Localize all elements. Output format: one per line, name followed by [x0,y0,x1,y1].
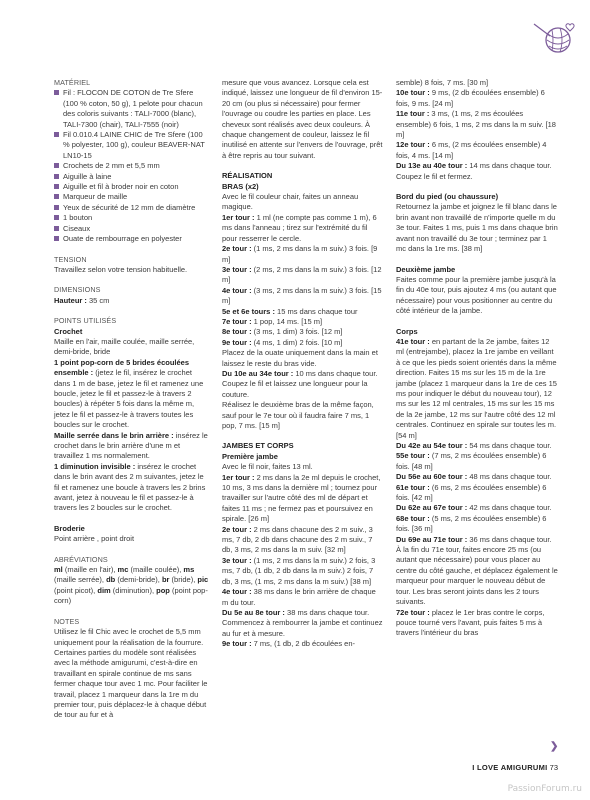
row-label: 9e tour : [222,639,252,649]
broderie-text: Point arrière , point droit [54,534,135,544]
pattern-row [222,213,384,244]
points-label: POINTS UTILISÉS [54,316,117,326]
row-instruction: (2 ms, 2 ms dans la m suiv.) 3 fois. [12 m] [222,264,382,285]
pattern-row [396,545,558,607]
row-label: Du 42e au 54e tour : [396,441,468,450]
row-label: 3e tour : [222,264,252,274]
pattern-row [396,483,558,504]
row-label: 41e tour : [396,336,430,346]
pattern-row [396,337,558,441]
abbr-term: dim [97,585,111,595]
row-label: 5e et 6e tours : [222,306,275,316]
dim-title: 1 diminution invisible : [54,461,136,471]
row-label: 11e tour : [396,109,430,119]
intro-continued: mesure que vous avancez. Lorsque cela est indiqué, laissez une longueur de fil d'environ 15-20 cm (ou plus si nécessaire) pour fermer l'ouvrage ou coudre les parties en place. Les cheveux sont réalisés avec deux couleurs. À chaque changement de couleur, laissez le fil inutilisé en attente sur l'envers de l'ouvrage, prêt à être repris au tour suivant. [222,78,383,160]
row-instruction: Commencez à rembourrer la jambe et continuez au fur et à mesure. [222,618,383,638]
row-instruction: (1 ms, 2 ms dans la m suiv.) 2 fois, 3 ms, 7 db, (1 db, 2 db dans la m suiv.) 2 fois, 7 db, 3 ms, (1 ms, 2 ms dans la m suiv.) [38 m] [222,555,376,586]
crochet-text: Maille en l'air, maille coulée, maille serrée, demi-bride, bride [54,336,195,357]
deuxieme-text: Faites comme pour la première jambe jusqu'à la fin du 40e tour, puis ajoutez 4 ms (ou autant que nécessaire) pour vous positionner au centre du côté intérieur de la jambe. [396,274,557,316]
dim-text: insérez le crochet dans le brin avant des 2 m suivantes, jetez le fil et ramenez une boucle à travers les 2 brins avant, jetez à nouveau le fil et passez-le à travers les 2 boucles sur le crochet. [54,461,206,513]
row-label: Du 56e au 60e tour : [396,472,468,482]
material-item: Fil : FLOCON DE COTON de Tre Sfere (100 % coton, 50 g), 1 pelote pour chacun des coloris suivants : TALI-7000 (blanc), TALI-7300 (chair), TALI-7555 (noir) [54,88,210,130]
row-label: 10e tour : [396,88,430,98]
row-instruction: 36 ms dans chaque tour. [467,534,552,544]
column-1 [54,78,210,721]
row-instruction: Placez de la ouate uniquement dans la main et laissez le reste du bras vide. [222,348,378,368]
row-instruction: semble) 8 fois, 7 ms. [30 m] [396,78,489,87]
row-label: 72e tour : [396,607,430,617]
pattern-row [222,618,384,639]
row-label: 3e tour : [222,555,252,565]
row-instruction: 1 pop, 14 ms. [15 m] [251,316,323,326]
material-item: Aiguille et fil à broder noir en coton [54,182,210,192]
ms-arriere-title: Maille serrée dans le brin arrière : [54,430,174,440]
material-item: Ouate de rembourrage en polyester [54,234,210,244]
dim-paragraph [54,462,210,514]
column-3 [396,78,558,639]
row-instruction: (7 ms, 2 ms écoulées ensemble) 6 fois. [48 m] [396,451,547,471]
abbr-definition: (bride), [169,575,198,585]
row-instruction: À la fin du 71e tour, faites encore 25 ms (ou autant que nécessaire) pour vous placer au centre du côté gauche, et déplacez également le marqueur pour marquer le nouveau début de tour. Les bras seront joints dans les 2 tours suivants. [396,545,558,607]
watermark: PassionForum.ru [507,784,582,794]
abbr-definition: (maille en l'air), [62,565,118,575]
jambe-rows [222,473,384,650]
row-instruction: (1 ms, 2 ms dans la m suiv.) 3 fois. [9 m] [222,244,378,264]
row-instruction: 42 ms dans chaque tour. [467,503,552,513]
pattern-row [396,535,558,545]
corps-heading: Corps [396,326,418,336]
yarn-ball-logo [530,20,576,56]
row-instruction: 38 ms dans chaque tour. [284,607,370,617]
notes-text: Utilisez le fil Chic avec le crochet de 5,5 mm uniquement pour la réalisation de la fourrure. Certaines parties du modèle sont réalisées avec la méthode amigurumi, c'est-à-dire en travaillant en spirale continue de ms sans fermer chaque tour avec 1 mc. Pour faciliter le travail, placez 1 marqueur dans la 1re m du premier tour, puis déplacez-le à chaque début de tour au fur et à [54,627,208,720]
pattern-row [396,441,558,451]
notes-label: NOTES [54,616,80,626]
ms-arriere-text: insérez le crochet dans le brin arrière d'une m et travaillez 1 ms normalement. [54,430,208,461]
row-instruction: Réalisez le deuxième bras de la même façon, sauf pour le 7e tour où il faudra faire 7 ms, 1 pop, 7 ms. [15 m] [222,400,374,430]
materiel-label: MATÉRIEL [54,78,91,87]
page-footer [472,763,558,772]
row-label: Du 10e au 34e tour : [222,368,294,378]
tension-label: TENSION [54,254,87,264]
broderie-title: Broderie [54,523,85,533]
row-instruction: 10 ms dans chaque tour. [293,368,378,378]
dimensions-label: DIMENSIONS [54,285,101,295]
row-instruction: en partant de la 2e jambe, faites 12 ml (entrejambe), placez la 1re jambe en veillant à ce que les pieds soient orientés dans la même direction. Faites 15 ms sur les 15 m de la 1re jambe (placez 1 marqueur dans la 1re de ces 15 ms pour indiquer le début du nouveau tour), 12 ms sur les 12 ml centrales, 15 ms sur les 15 ms de la 2e jambe, 12 ms sur l'autre côté des 12 ml centrales. Continuez en spirale sur toutes les m. [54 m] [396,336,557,440]
row-instruction: (5 ms, 2 ms écoulées ensemble) 6 fois. [36 m] [396,513,547,534]
pattern-row [222,525,384,556]
jambe-rows-continued [396,78,558,182]
row-label: 68e tour : [396,513,430,523]
corps-rows [396,337,558,639]
row-instruction: 54 ms dans chaque tour. [467,441,552,450]
pattern-row [396,78,558,88]
pattern-row [396,472,558,482]
material-item: Yeux de sécurité de 12 mm de diamètre [54,203,210,213]
material-item: Fil 0.010.4 LAINE CHIC de Tre Sfere (100 % polyester, 100 g), couleur BEAVER-NAT LN10-15 [54,130,210,161]
row-label: Du 69e au 71e tour : [396,534,468,544]
bras-heading: BRAS (x2) [222,181,259,191]
abbr-definition: (maille serrée), [54,575,107,585]
pattern-row [396,608,558,639]
row-instruction: 14 ms dans chaque tour. Coupez le fil et fermez. [396,161,552,181]
row-label: 12e tour : [396,140,430,150]
pattern-row [222,327,384,337]
row-instruction: (3 ms, 2 ms dans la m suiv.) 3 fois. [15 m] [222,285,382,306]
row-label: 7e tour : [222,316,252,326]
row-instruction: 1 ml (ne compte pas comme 1 m), 6 ms dans l'anneau ; tirez sur l'extrémité du fil pour resserrer le cercle. [222,212,377,243]
popcorn-title: 1 point pop-corn de 5 brides écoulées ensemble : [54,357,190,378]
material-item: Ciseaux [54,224,210,234]
pattern-row [396,451,558,472]
row-instruction: placez le 1er bras contre le corps, pouce tourné vers l'avant, puis faites 5 ms à travers l'intérieur du bras [396,607,545,638]
row-instruction: 7 ms, (1 db, 2 db écoulées en- [251,639,355,649]
jambes-heading: JAMBES ET CORPS [222,441,294,451]
pattern-row [222,317,384,327]
material-item: Aiguille à laine [54,172,210,182]
row-instruction: 3 ms, (1 ms, 2 ms écoulées ensemble) 6 fois, 1 ms, 2 ms dans la m suiv. [18 m] [396,109,556,140]
abbr-definition: (demi-bride), [115,575,162,585]
tension-text: Travaillez selon votre tension habituelle. [54,264,188,274]
pattern-row [222,639,384,649]
row-instruction: (6 ms, 2 ms écoulées ensemble) 6 fois. [42 m] [396,482,547,503]
pattern-row [222,369,384,379]
row-label: 2e tour : [222,244,252,254]
row-instruction: 2 ms dans la 2e ml depuis le crochet, 10 ms, 3 ms dans la dernière ml ; tournez pour travailler sur l'autre côté des ml de départ et faites 11 ms ; ne fermez pas et poursuivez en spirale. [26 m] [222,472,381,524]
abbr-term: mc [117,565,129,575]
pattern-row [396,88,558,109]
pattern-row [222,307,384,317]
popcorn-paragraph [54,358,210,431]
hauteur-label: Hauteur : [54,295,87,305]
abbr-term: db [106,575,116,585]
pattern-row [396,514,558,535]
bord-text: Retournez la jambe et joignez le fil blanc dans le brin avant non travaillé de n'importe quelle m du 3e tour. Faites 1 ms, puis 1 ms dans chaque brin avant non travaillé du 3e tour ; terminez par 1 mc dans la 1re ms. [38 m] [396,202,558,254]
row-label: 1er tour : [222,212,255,222]
ms-arriere-paragraph [54,431,210,462]
row-instruction: 6 ms, (2 ms écoulées ensemble) 4 fois, 4 ms. [14 m] [396,140,547,160]
row-label: Du 13e au 40e tour : [396,161,468,171]
premiere-intro: Avec le fil noir, faites 13 ml. [222,462,313,472]
popcorn-text: (jetez le fil, insérez le crochet dans 1 m de base, jetez le fil et ramenez une boucle, jetez le fil et passez-le à travers 2 boucles) à répéter 5 fois dans la même m, jetez le fil et passez-le à travers toutes les boucles sur le crochet. [54,368,204,430]
materials-list [54,88,210,244]
abbr-definition: (diminution), [110,585,157,595]
row-instruction: (4 ms, 1 dim) 2 fois. [10 m] [251,337,343,347]
bord-heading: Bord du pied (ou chaussure) [396,192,499,202]
row-label: 1er tour : [222,472,255,482]
pattern-row [222,265,384,286]
abbr-label: ABRÉVIATIONS [54,554,108,564]
abbr-term: ms [183,565,195,575]
abbr-definition: (point pop-corn) [54,585,208,606]
pattern-row [222,379,384,400]
column-2 [222,78,384,650]
abbr-term: pop [156,585,170,595]
abbr-term: br [161,575,170,585]
row-instruction: 2 ms dans chacune des 2 m suiv., 3 ms, 7 db, 2 db dans chacune des 2 m suiv., 7 db, 3 ms, 2 ms dans la m suiv. [32 m] [222,524,373,555]
row-instruction: (3 ms, 1 dim) 3 fois. [12 m] [251,327,343,337]
pattern-row [222,348,384,369]
row-instruction: 48 ms dans chaque tour. [467,472,552,482]
row-label: 8e tour : [222,327,252,337]
row-label: 55e tour : [396,451,430,461]
premiere-jambe-heading: Première jambe [222,451,278,461]
pattern-row [222,286,384,307]
row-instruction: 38 ms dans le brin arrière de chaque m du tour. [222,587,376,607]
next-page-arrow-icon: ❯ [550,741,559,752]
material-item: 1 bouton [54,213,210,223]
pattern-row [222,587,384,608]
page-number: 73 [549,763,558,772]
pattern-row [396,109,558,140]
abbreviations-text [54,565,210,607]
pattern-row [222,608,384,618]
abbr-definition: (point picot), [54,585,98,595]
hauteur-line [54,296,210,306]
row-label: 4e tour : [222,587,252,597]
row-label: Du 5e au 8e tour : [222,607,285,617]
abbr-definition: (maille coulée), [128,565,184,575]
pattern-row [222,400,384,431]
deuxieme-heading: Deuxième jambe [396,264,456,274]
pattern-row [222,473,384,525]
pattern-row [396,161,558,182]
abbr-term: ml [54,565,63,575]
hauteur-value: 35 cm [86,295,110,305]
abbr-term: pic [197,575,209,585]
pattern-row [396,503,558,513]
material-item: Marqueur de maille [54,192,210,202]
row-instruction: 9 ms, (2 db écoulées ensemble) 6 fois, 9 ms. [24 m] [396,88,545,108]
row-label: 2e tour : [222,524,252,534]
pattern-row [396,140,558,161]
pattern-row [222,338,384,348]
row-label: 61e tour : [396,482,430,492]
row-instruction: Coupez le fil et laissez une longueur pour la couture. [222,379,368,399]
material-item: Crochets de 2 mm et 5,5 mm [54,161,210,171]
realisation-heading: RÉALISATION [222,171,273,181]
bras-intro: Avec le fil couleur chair, faites un anneau magique. [222,192,359,212]
crochet-title: Crochet [54,326,83,336]
footer-brand: I LOVE AMIGURUMI [472,763,548,772]
row-instruction: 15 ms dans chaque tour [274,306,358,316]
row-label: 4e tour : [222,285,252,295]
bras-rows [222,213,384,432]
pattern-row [222,244,384,265]
row-label: 9e tour : [222,337,252,347]
row-label: Du 62e au 67e tour : [396,503,468,513]
pattern-row [222,556,384,587]
